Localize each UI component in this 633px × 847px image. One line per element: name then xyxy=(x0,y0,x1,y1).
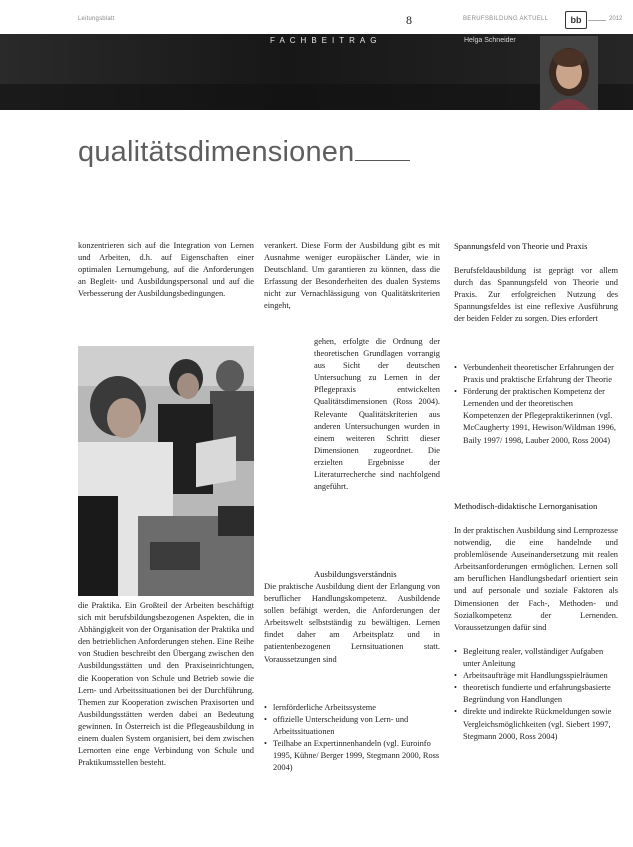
col2-indented-text: gehen, erfolgte die Ordnung der theoretischen Grundlagen vorrangig aus Sicht der deutschen Untersuchung zu Lernen in der Pflegepraxis entwickelten Qualitätsdimensionen (Ross 2004). Relevante Qualitätskriterien aus anderen Untersuchungen wurden in einem weiteren Schritt dieser Dimensionen zugeordnet. Die erzielten Ergebnisse der Literaturrecherche sind nachfolgend angeführt. xyxy=(314,337,440,492)
list-item: • Förderung der praktischen Kompetenz der Lernenden und der theoretischen Kompetenzen der Pflegepraktikerinnen (vgl. McCaugherty 1991, Hewison/Wildman 1996, Baily 1997/ 1998, Lauber 2000, Ross 2004) xyxy=(454,386,618,446)
list-item: • Verbundenheit theoretischer Erfahrungen der Praxis und praktische Erfahrung der Theorie xyxy=(454,362,618,386)
section-label: FACHBEITRAG xyxy=(270,36,382,45)
list-item: • theoretisch fundierte und erfahrungsbasierte Begründung von Handlungen xyxy=(454,682,618,706)
col3-heading: Spannungsfeld von Theorie und Praxis xyxy=(454,241,588,251)
author-name: Helga Schneider xyxy=(464,37,516,44)
header-photo-band xyxy=(0,34,633,110)
col3-body-text: In der praktischen Ausbildung sind Lernprozesse notwendig, die eine handelnde und problemlösende Auseinandersetzung mit realen Arbeitsanforderungen ermöglichen. Lernen soll am beruflichen Handlungsbedarf orientiert sein und auf personale und soziale Faktoren als Dimensionen der Fach-, Methoden- und Sozialkompetenz der Lernenden. Voraussetzungen dafür sind xyxy=(454,526,618,632)
author-portrait-image xyxy=(540,36,598,110)
col3-heading-2: Methodisch-didaktische Lernorganisation xyxy=(454,501,598,511)
col2-intro-text: verankert. Diese Form der Ausbildung gibt es mit Ausnahme weniger europäischer Länder, wie in Deutschland. Um garantieren zu können, dass die Erfassung der Besonderheiten des dualen Systems nicht zur Vernachlässigung von Qualitätskriterien eingeht, xyxy=(264,241,440,311)
band-photo-background xyxy=(0,34,633,110)
page-number: 8 xyxy=(406,13,412,27)
publication-logo-icon: bb xyxy=(565,11,587,29)
col2-bullet-list xyxy=(264,702,440,775)
classroom-photo xyxy=(78,346,254,596)
issue-year: 2012 xyxy=(609,16,623,22)
col3-bullet-list xyxy=(454,362,618,447)
classroom-photo-image xyxy=(78,346,254,596)
col3-intro-text: Berufsfeldausbildung ist geprägt vor allem durch das Spannungsfeld von Theorie und Praxis. Zur erfolgreichen Nutzung des Spannungsfeldes ist eine reflexive Ausführung der beiden Felder zu sorgen. Dies erfordert xyxy=(454,266,618,324)
col1-intro-text: konzentrieren sich auf die Integration von Lernen und Arbeiten, d.h. auf Eigenschaften einer optimalen Lernumgebung, auf die Anforderungen an Begleit- und Ausbildungspersonal und auf die Verbesserung der Ausbildungsbedingungen. xyxy=(78,241,254,299)
publication-name: BERUFSBILDUNG AKTUELL xyxy=(463,16,549,22)
list-item: • Teilhabe an Expertinnenhandeln (vgl. Euroinfo 1995, Kühne/ Berger 1999, Stegmann 2000, Ross 2004) xyxy=(264,738,440,774)
article-title: qualitätsdimensionen xyxy=(78,136,355,168)
col2-subheading-text: Die praktische Ausbildung dient der Erlangung von beruflicher Handlungskompetenz. Ausbildende sollen befähigt werden, die Anforderungen der Arbeitswelt selbstständig zu bewältigen. Lernen findet daher am Arbeitsplatz und in patientenbezogenen Lernsituationen statt. Voraussetzungen sind xyxy=(264,582,440,664)
col2-subheading: Ausbildungsverständnis xyxy=(314,569,397,579)
header-rule xyxy=(588,20,606,21)
author-portrait xyxy=(540,36,598,110)
title-rule xyxy=(355,160,410,161)
list-item: • Begleitung realer, vollständiger Aufgaben unter Anleitung xyxy=(454,646,618,670)
running-header-left: Leitungsblatt xyxy=(78,16,115,22)
list-item: • Arbeitsaufträge mit Handlungsspielräumen xyxy=(454,670,618,682)
list-item: • direkte und indirekte Rückmeldungen sowie Vergleichsmöglichkeiten (vgl. Siebert 1997, Stegmann 2000, Ross 2004) xyxy=(454,706,618,742)
list-item: • offizielle Unterscheidung von Lern- und Arbeitssituationen xyxy=(264,714,440,738)
running-header xyxy=(0,13,633,27)
col3-bullet-list-2 xyxy=(454,646,618,743)
list-item: • lernförderliche Arbeitssysteme xyxy=(264,702,440,714)
col1-body-text: die Praktika. Ein Großteil der Arbeiten beschäftigt sich mit berufsbildungsbezogenen Aspekten, die in Abhängigkeit von der Organisation der Praktika und den betrieblichen Anforderungen stehen. Eine Reihe von Studien beschreibt den Übergang zwischen den Ausbildungsstätten und den Praxiseinrichtungen, die Kooperation von Schule und Betrieb sowie die Lern- und Arbeitssituationen bei der Durchführung. Themen zur Kooperation zwischen Praxisorten und Ausbildungsstätten werden dabei an Bedeutung gewinnen. In Österreich ist die Pflegeausbildung in einem dualen System organisiert, bei dem zwischen Lernorten eine enge Verbindung von Schule und Praktikumsstellen besteht. xyxy=(78,601,254,768)
